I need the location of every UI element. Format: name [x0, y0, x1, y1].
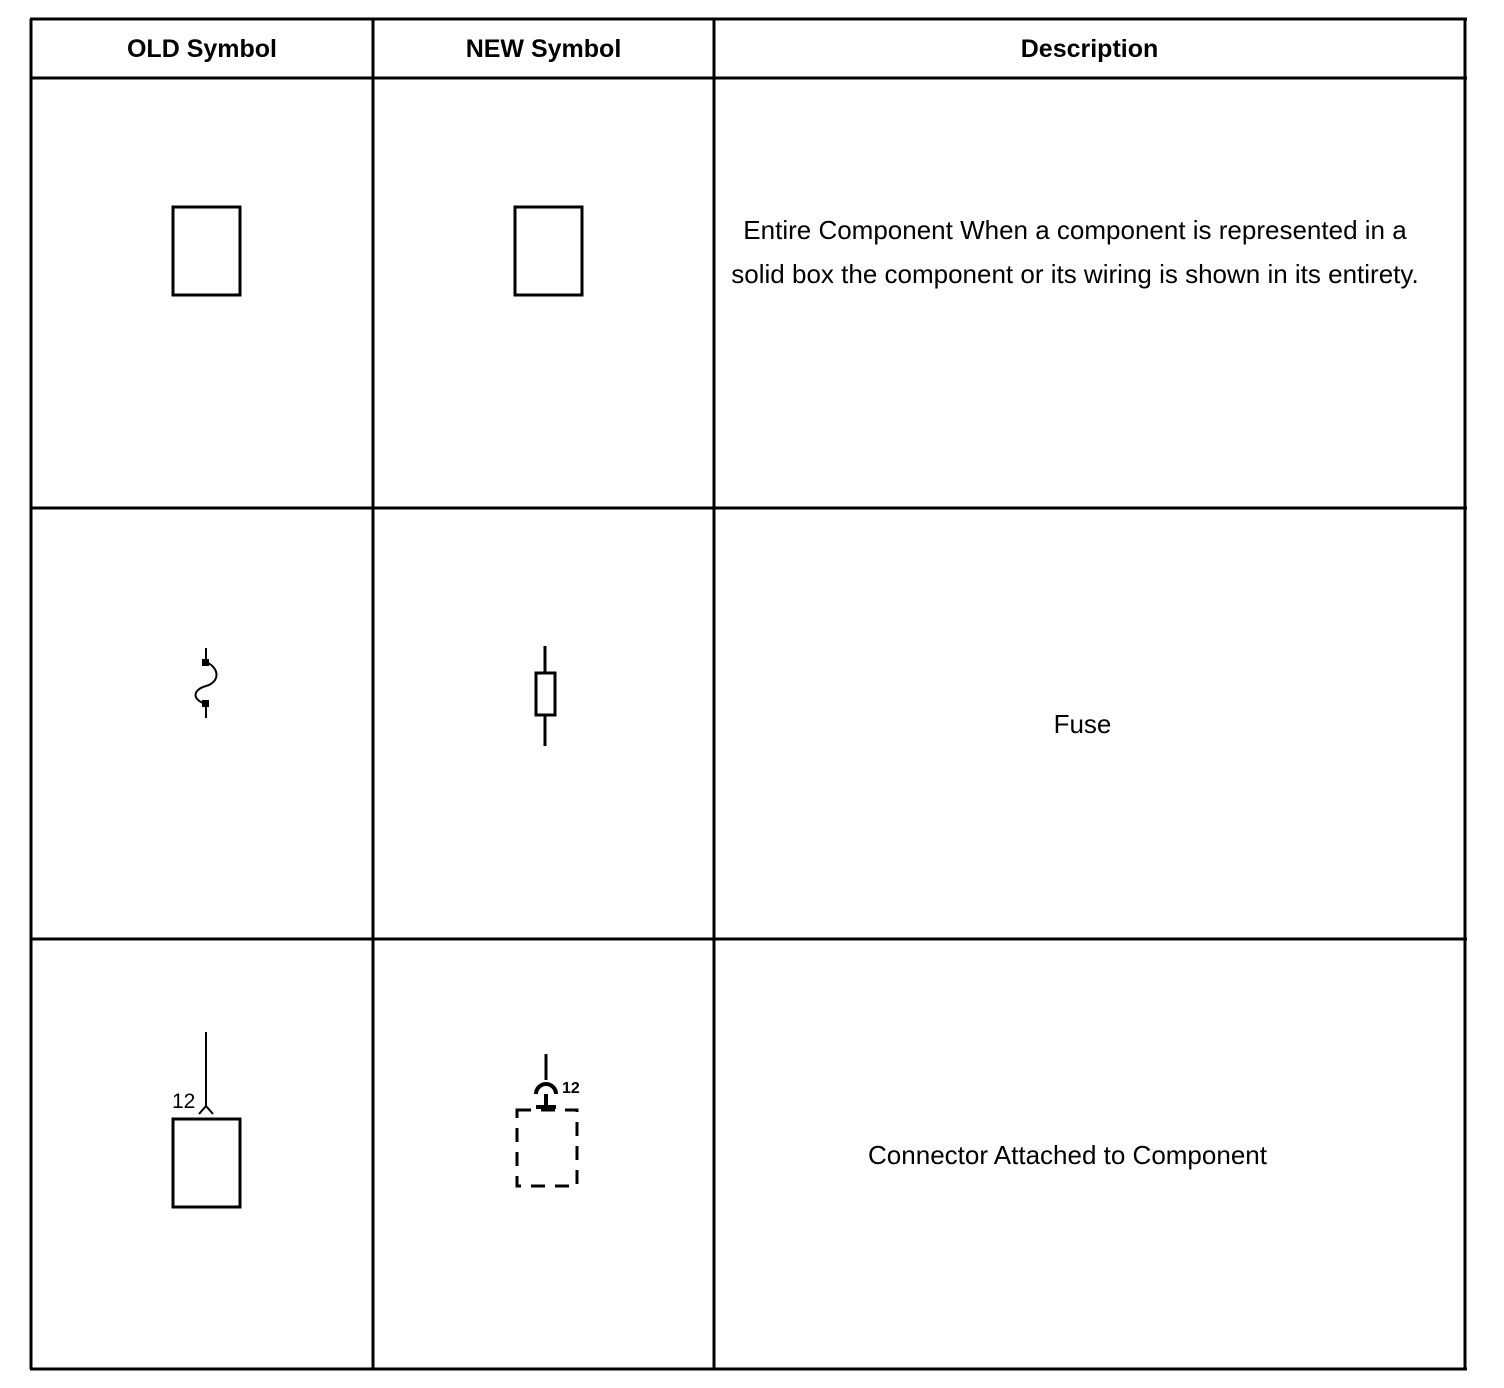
header-description: Description — [1020, 34, 1159, 63]
new-connector-icon — [517, 1054, 580, 1186]
solid-box-icon — [173, 207, 240, 295]
new-fuse-icon — [536, 646, 555, 746]
header-old-symbol: OLD Symbol — [126, 34, 277, 63]
header-new-symbol: NEW Symbol — [465, 34, 622, 63]
solid-box-icon — [515, 207, 582, 295]
description-entire-component: Entire Component When a component is represented in a solid box the component or its wiring is shown in its entirety. — [731, 215, 1419, 289]
old-connector-icon — [172, 1032, 240, 1207]
description-fuse: Fuse — [1053, 709, 1112, 739]
new-pin-label: 12 — [562, 1080, 580, 1097]
old-fuse-icon — [196, 648, 217, 718]
description-connector-attached: Connector Attached to Component — [868, 1140, 1267, 1170]
old-pin-label: 12 — [172, 1090, 196, 1113]
